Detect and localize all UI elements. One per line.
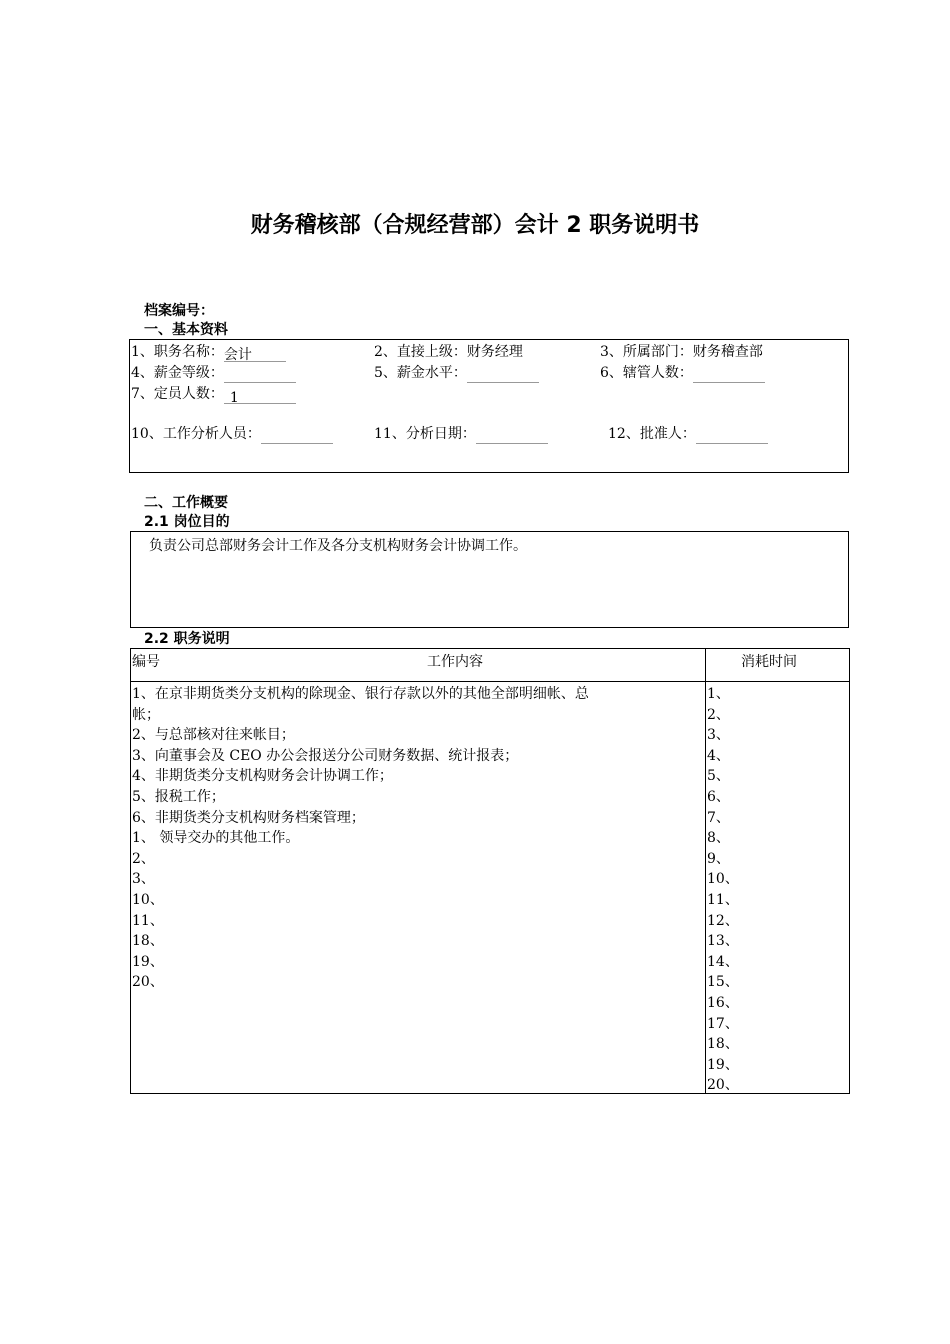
department-value: 财务稽查部	[692, 344, 763, 360]
work-content-line: 2、	[132, 850, 155, 867]
headcount-label: 7、定员人数：	[131, 386, 224, 402]
time-spent-line: 5、	[707, 768, 730, 785]
table-header-divider	[131, 681, 849, 682]
approver-value	[696, 427, 768, 444]
salary-level-label: 5、薪金水平：	[374, 365, 467, 381]
work-content-line: 1、 领导交办的其他工作。	[132, 830, 300, 847]
work-content-line: 帐；	[132, 706, 160, 723]
job-duties-heading: 2.2 职务说明	[144, 631, 230, 647]
work-content-line: 5、报税工作；	[132, 789, 225, 805]
time-spent-line: 17、	[707, 1015, 739, 1032]
time-spent-line: 20、	[707, 1077, 739, 1094]
time-spent-line: 4、	[707, 747, 730, 764]
subordinates-label: 6、辖管人数：	[600, 365, 693, 381]
work-content-line: 3、	[132, 871, 155, 888]
work-content-line: 6、非期货类分支机构财务档案管理；	[132, 809, 365, 826]
work-content-line: 10、	[132, 892, 164, 908]
department-field	[600, 342, 763, 362]
time-spent-line: 16、	[707, 995, 739, 1011]
section-basic-info-heading: 一、基本资料	[144, 322, 228, 338]
subordinates-field	[600, 363, 765, 383]
work-content-line: 3、向董事会及 CEO 办公会报送分公司财务数据、统计报表；	[132, 747, 519, 764]
analyst-value	[261, 427, 333, 444]
salary-level-value	[467, 366, 539, 383]
job-title-label: 1、职务名称：	[131, 344, 224, 360]
work-content-line: 1、在京非期货类分支机构的除现金、银行存款以外的其他全部明细帐、总	[132, 686, 589, 702]
job-title-field	[131, 342, 286, 362]
job-purpose-box	[130, 531, 849, 628]
analysis-date-value	[476, 427, 548, 444]
analysis-date-label: 11、分析日期：	[374, 426, 476, 442]
time-spent-line: 11、	[707, 892, 739, 908]
subordinates-value	[693, 366, 765, 383]
time-spent-line: 1、	[707, 686, 730, 702]
job-duties-table	[130, 648, 850, 1094]
approver-label: 12、批准人：	[608, 426, 696, 442]
time-spent-line: 2、	[707, 706, 730, 723]
work-content-line: 4、非期货类分支机构财务会计协调工作；	[132, 768, 393, 785]
time-spent-line: 8、	[707, 830, 730, 847]
headcount-value: 1	[224, 388, 296, 404]
analyst-field	[131, 424, 333, 444]
work-content-line: 11、	[132, 912, 164, 929]
basic-info-box	[129, 339, 849, 473]
time-spent-line: 7、	[707, 809, 730, 826]
time-spent-line: 13、	[707, 933, 739, 950]
time-spent-line: 6、	[707, 789, 730, 805]
time-spent-line: 19、	[707, 1056, 739, 1073]
headcount-field	[131, 384, 296, 404]
header-content: 工作内容	[427, 654, 483, 670]
section-job-summary-heading: 二、工作概要	[144, 495, 228, 511]
job-title-value: 会计	[224, 345, 286, 362]
analysis-date-field	[374, 424, 548, 444]
time-spent-line: 9、	[707, 850, 730, 867]
document-title: 财务稽核部（合规经营部）会计 2 职务说明书	[250, 213, 700, 238]
time-spent-line: 12、	[707, 912, 739, 929]
header-number: 编号	[132, 654, 160, 670]
salary-grade-value	[224, 366, 296, 383]
salary-grade-label: 4、薪金等级：	[131, 365, 224, 381]
work-content-line: 18、	[132, 933, 164, 950]
header-time: 消耗时间	[741, 654, 797, 670]
salary-grade-field	[131, 363, 296, 383]
work-content-line: 19、	[132, 953, 164, 970]
supervisor-value: 财务经理	[466, 344, 523, 360]
time-spent-line: 10、	[707, 871, 739, 888]
time-spent-line: 18、	[707, 1036, 739, 1053]
analyst-label: 10、工作分析人员：	[131, 426, 261, 442]
time-spent-line: 14、	[707, 953, 739, 970]
time-spent-line: 15、	[707, 974, 739, 991]
supervisor-field	[374, 342, 523, 362]
department-label: 3、所属部门：	[600, 344, 693, 360]
job-purpose-heading: 2.1 岗位目的	[144, 514, 230, 530]
time-spent-line: 3、	[707, 727, 730, 744]
work-content-line: 2、与总部核对往来帐目；	[132, 727, 295, 744]
supervisor-label: 2、直接上级：	[374, 344, 467, 360]
approver-field	[608, 424, 768, 444]
salary-level-field	[374, 363, 539, 383]
job-purpose-text: 负责公司总部财务会计工作及各分支机构财务会计协调工作。	[149, 538, 527, 554]
table-column-divider	[705, 649, 706, 1093]
archive-number-label: 档案编号：	[144, 303, 214, 319]
work-content-line: 20、	[132, 974, 164, 991]
